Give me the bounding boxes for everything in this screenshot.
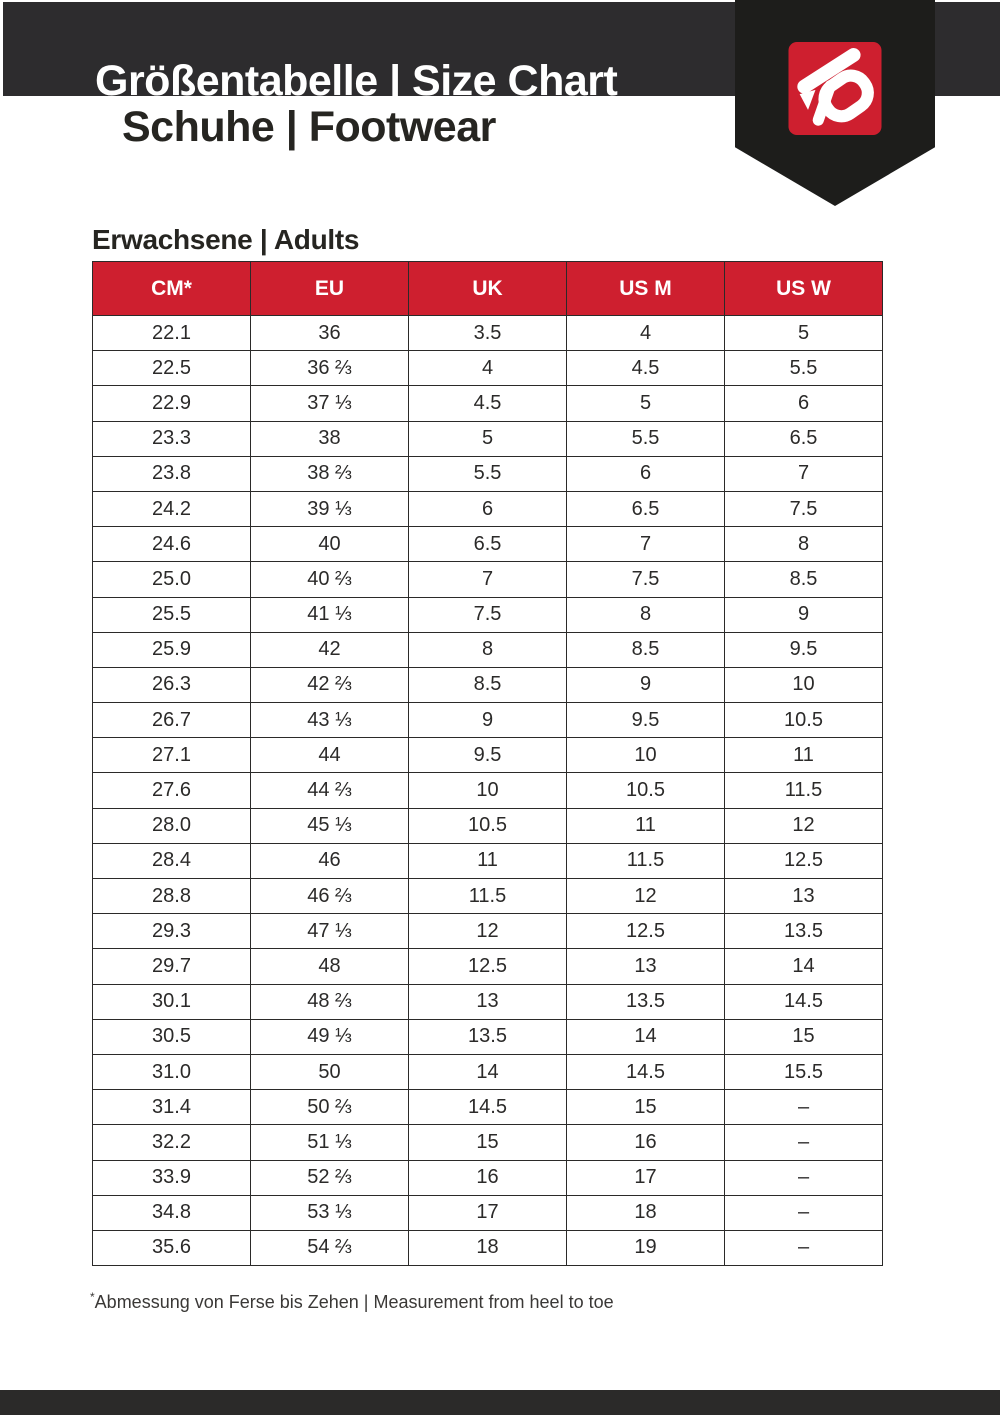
table-cell: 11 — [567, 808, 725, 843]
table-cell: 12 — [725, 808, 883, 843]
table-cell: 7 — [725, 456, 883, 491]
table-cell: 6 — [409, 491, 567, 526]
size-table-header-row — [93, 262, 883, 316]
table-row — [93, 773, 883, 808]
table-cell: 48 — [251, 949, 409, 984]
section-heading: Erwachsene | Adults — [92, 224, 360, 255]
table-row — [93, 316, 883, 351]
table-cell: 39 ⅓ — [251, 491, 409, 526]
table-row — [93, 421, 883, 456]
table-cell: 45 ⅓ — [251, 808, 409, 843]
table-cell: 13 — [725, 879, 883, 914]
table-cell: 6.5 — [567, 491, 725, 526]
table-cell: 52 ⅔ — [251, 1160, 409, 1195]
table-cell: 8.5 — [567, 632, 725, 667]
table-cell: 37 ⅓ — [251, 386, 409, 421]
table-row — [93, 351, 883, 386]
table-cell: 12 — [409, 914, 567, 949]
table-cell: 24.6 — [93, 527, 251, 562]
table-cell: 28.4 — [93, 843, 251, 878]
table-row — [93, 562, 883, 597]
table-cell: 15 — [409, 1125, 567, 1160]
table-row — [93, 949, 883, 984]
table-cell: 9.5 — [567, 703, 725, 738]
table-cell: 5.5 — [567, 421, 725, 456]
table-row — [93, 667, 883, 702]
table-cell: 28.0 — [93, 808, 251, 843]
table-row — [93, 527, 883, 562]
table-cell: 3.5 — [409, 316, 567, 351]
table-cell: 25.0 — [93, 562, 251, 597]
table-cell: 7.5 — [567, 562, 725, 597]
table-cell: 4.5 — [409, 386, 567, 421]
table-cell: 50 ⅔ — [251, 1090, 409, 1125]
table-cell: 53 ⅓ — [251, 1195, 409, 1230]
table-cell: 54 ⅔ — [251, 1230, 409, 1265]
table-row — [93, 491, 883, 526]
size-table-column-header: EU — [251, 262, 409, 316]
table-cell: 10.5 — [567, 773, 725, 808]
table-cell: 40 ⅔ — [251, 562, 409, 597]
table-cell: 10.5 — [409, 808, 567, 843]
table-cell: 8 — [725, 527, 883, 562]
table-cell: – — [725, 1160, 883, 1195]
table-cell: – — [725, 1230, 883, 1265]
table-cell: 27.6 — [93, 773, 251, 808]
table-cell: 11.5 — [567, 843, 725, 878]
table-cell: 10 — [725, 667, 883, 702]
table-cell: 30.5 — [93, 1019, 251, 1054]
table-cell: 12 — [567, 879, 725, 914]
size-table-body — [93, 316, 883, 1266]
table-cell: 11.5 — [409, 879, 567, 914]
table-cell: 31.0 — [93, 1054, 251, 1089]
table-cell: 12.5 — [567, 914, 725, 949]
table-cell: 14.5 — [725, 984, 883, 1019]
table-row — [93, 914, 883, 949]
table-cell: 25.5 — [93, 597, 251, 632]
table-cell: 4 — [567, 316, 725, 351]
table-cell: 6.5 — [409, 527, 567, 562]
table-cell: 22.1 — [93, 316, 251, 351]
table-row — [93, 1125, 883, 1160]
table-cell: 13.5 — [725, 914, 883, 949]
table-cell: 26.3 — [93, 667, 251, 702]
table-cell: 9 — [725, 597, 883, 632]
table-row — [93, 984, 883, 1019]
table-cell: 18 — [567, 1195, 725, 1230]
table-cell: 46 — [251, 843, 409, 878]
five-ten-logo-icon — [787, 42, 883, 135]
table-cell: 10 — [409, 773, 567, 808]
table-cell: 5 — [409, 421, 567, 456]
table-cell: 9 — [567, 667, 725, 702]
table-row — [93, 703, 883, 738]
table-row — [93, 632, 883, 667]
table-cell: 14 — [409, 1054, 567, 1089]
table-cell: 40 — [251, 527, 409, 562]
table-row — [93, 1230, 883, 1265]
size-table-column-header: CM* — [93, 262, 251, 316]
table-cell: 7.5 — [725, 491, 883, 526]
table-cell: 29.3 — [93, 914, 251, 949]
table-row — [93, 456, 883, 491]
table-cell: 19 — [567, 1230, 725, 1265]
size-table-head — [93, 262, 883, 316]
table-cell: 4 — [409, 351, 567, 386]
bottom-bar — [0, 1390, 1000, 1415]
table-cell: 6.5 — [725, 421, 883, 456]
table-row — [93, 1160, 883, 1195]
table-cell: 17 — [409, 1195, 567, 1230]
table-cell: 12.5 — [725, 843, 883, 878]
table-cell: 13 — [567, 949, 725, 984]
size-table-column-header: US M — [567, 262, 725, 316]
footnote-marker: * — [90, 1290, 95, 1304]
table-cell: 51 ⅓ — [251, 1125, 409, 1160]
table-cell: 7.5 — [409, 597, 567, 632]
table-cell: 13.5 — [409, 1019, 567, 1054]
table-cell: 49 ⅓ — [251, 1019, 409, 1054]
table-cell: 5.5 — [409, 456, 567, 491]
table-cell: – — [725, 1090, 883, 1125]
table-cell: 36 ⅔ — [251, 351, 409, 386]
table-cell: 32.2 — [93, 1125, 251, 1160]
table-cell: 14.5 — [567, 1054, 725, 1089]
table-cell: 15 — [567, 1090, 725, 1125]
table-cell: 6 — [567, 456, 725, 491]
table-cell: 14 — [567, 1019, 725, 1054]
table-cell: 30.1 — [93, 984, 251, 1019]
table-cell: 34.8 — [93, 1195, 251, 1230]
page-title: Größentabelle | Size Chart — [95, 57, 618, 105]
table-row — [93, 1090, 883, 1125]
table-cell: 14.5 — [409, 1090, 567, 1125]
size-table-column-header: UK — [409, 262, 567, 316]
table-cell: 48 ⅔ — [251, 984, 409, 1019]
table-cell: 44 — [251, 738, 409, 773]
table-cell: 5 — [725, 316, 883, 351]
table-cell: 12.5 — [409, 949, 567, 984]
table-cell: 4.5 — [567, 351, 725, 386]
table-cell: 38 — [251, 421, 409, 456]
table-cell: 22.5 — [93, 351, 251, 386]
table-cell: 16 — [409, 1160, 567, 1195]
table-cell: 8 — [409, 632, 567, 667]
table-cell: 11 — [725, 738, 883, 773]
table-cell: 33.9 — [93, 1160, 251, 1195]
table-row — [93, 1195, 883, 1230]
table-row — [93, 843, 883, 878]
table-cell: 46 ⅔ — [251, 879, 409, 914]
table-cell: 26.7 — [93, 703, 251, 738]
table-cell: 8 — [567, 597, 725, 632]
table-cell: 47 ⅓ — [251, 914, 409, 949]
table-row — [93, 738, 883, 773]
brand-ribbon — [735, 0, 935, 206]
table-cell: 7 — [567, 527, 725, 562]
table-cell: 8.5 — [409, 667, 567, 702]
table-cell: 15.5 — [725, 1054, 883, 1089]
table-cell: 50 — [251, 1054, 409, 1089]
table-cell: 41 ⅓ — [251, 597, 409, 632]
table-row — [93, 808, 883, 843]
table-cell: 5.5 — [725, 351, 883, 386]
table-cell: 9 — [409, 703, 567, 738]
table-cell: 38 ⅔ — [251, 456, 409, 491]
table-cell: 18 — [409, 1230, 567, 1265]
table-cell: 42 ⅔ — [251, 667, 409, 702]
table-cell: 23.3 — [93, 421, 251, 456]
table-cell: – — [725, 1125, 883, 1160]
footnote-text: Abmessung von Ferse bis Zehen | Measurement from heel to toe — [94, 1292, 614, 1312]
footnote — [90, 1290, 614, 1314]
table-cell: 16 — [567, 1125, 725, 1160]
size-table-column-header: US W — [725, 262, 883, 316]
page-subtitle: Schuhe | Footwear — [122, 103, 496, 151]
table-cell: 9.5 — [409, 738, 567, 773]
table-cell: 14 — [725, 949, 883, 984]
table-row — [93, 1054, 883, 1089]
table-cell: 10.5 — [725, 703, 883, 738]
table-cell: 6 — [725, 386, 883, 421]
table-cell: 25.9 — [93, 632, 251, 667]
table-cell: 35.6 — [93, 1230, 251, 1265]
table-cell: 11 — [409, 843, 567, 878]
table-row — [93, 1019, 883, 1054]
table-cell: 8.5 — [725, 562, 883, 597]
table-cell: 28.8 — [93, 879, 251, 914]
table-cell: 10 — [567, 738, 725, 773]
table-cell: 13.5 — [567, 984, 725, 1019]
table-cell: 27.1 — [93, 738, 251, 773]
table-cell: 43 ⅓ — [251, 703, 409, 738]
table-cell: 13 — [409, 984, 567, 1019]
table-row — [93, 597, 883, 632]
table-row — [93, 386, 883, 421]
table-cell: 9.5 — [725, 632, 883, 667]
table-cell: 36 — [251, 316, 409, 351]
table-cell: 22.9 — [93, 386, 251, 421]
table-row — [93, 879, 883, 914]
table-cell: 17 — [567, 1160, 725, 1195]
table-cell: 31.4 — [93, 1090, 251, 1125]
table-cell: 15 — [725, 1019, 883, 1054]
table-cell: 29.7 — [93, 949, 251, 984]
table-cell: 44 ⅔ — [251, 773, 409, 808]
table-cell: 7 — [409, 562, 567, 597]
table-cell: 23.8 — [93, 456, 251, 491]
table-cell: 42 — [251, 632, 409, 667]
size-table — [92, 261, 883, 1266]
table-cell: 11.5 — [725, 773, 883, 808]
table-cell: 5 — [567, 386, 725, 421]
table-cell: 24.2 — [93, 491, 251, 526]
table-cell: – — [725, 1195, 883, 1230]
